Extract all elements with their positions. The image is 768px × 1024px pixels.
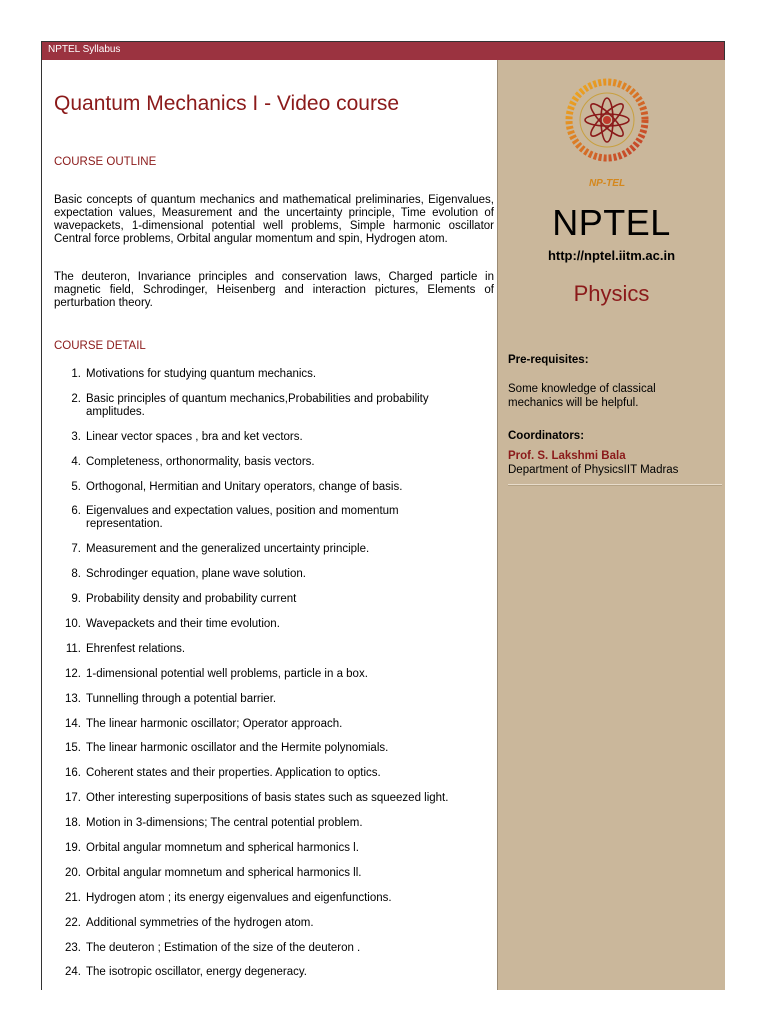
list-item-text: Tunnelling through a potential barrier. — [86, 692, 277, 705]
list-item-text: Orthogonal, Hermitian and Unitary operators, change of basis. — [86, 480, 403, 493]
list-item — [54, 792, 494, 805]
brand-name: NPTEL — [552, 202, 671, 243]
outline-paragraph-1: Basic concepts of quantum mechanics and mathematical preliminaries, Eigenvalues, expectation values, Measurement and the uncertainty principle, Time evolution of wavepackets, 1-dimensional potential well problems, Simple harmonic oscillator Central force problems, Orbital angular momentum and spin, Hydrogen atom. — [54, 194, 494, 245]
outline-heading: COURSE OUTLINE — [54, 156, 157, 168]
subject-name: Physics — [573, 281, 650, 306]
list-item — [54, 668, 494, 681]
list-item-text: Schrodinger equation, plane wave solution. — [86, 568, 306, 581]
list-item-text: Motivations for studying quantum mechanics. — [86, 368, 317, 380]
sidebar — [497, 60, 725, 990]
list-item-number: 23. — [65, 941, 81, 954]
list-item — [54, 431, 494, 444]
list-item-number: 4. — [71, 455, 81, 468]
list-item — [54, 393, 494, 419]
divider — [508, 484, 722, 486]
detail-heading: COURSE DETAIL — [54, 340, 146, 352]
list-item-number: 1. — [71, 368, 81, 380]
list-item-number: 6. — [71, 505, 81, 518]
list-item-number: 15. — [65, 742, 81, 755]
list-item-number: 17. — [65, 792, 81, 805]
list-item — [54, 643, 494, 656]
list-item — [54, 368, 494, 381]
list-item-text: Orbital angular momnetum and spherical harmonics ll. — [86, 866, 362, 879]
list-item-text: Orbital angular momnetum and spherical harmonics l. — [86, 842, 359, 855]
list-item-text: Basic principles of quantum mechanics,Probabilities and probability amplitudes. — [86, 392, 429, 418]
outline-paragraph-2: The deuteron, Invariance principles and conservation laws, Charged particle in magnetic field, Schrodinger, Heisenberg and interaction pictures, Elements of perturbation theory. — [54, 271, 494, 309]
list-item-number: 24. — [65, 966, 81, 979]
list-item — [54, 481, 494, 494]
list-item-text: Eigenvalues and expectation values, position and momentum representation. — [86, 505, 399, 531]
list-item-text: Coherent states and their properties. Application to optics. — [86, 767, 381, 780]
list-item — [54, 593, 494, 606]
list-item-number: 10. — [65, 618, 81, 631]
list-item — [54, 718, 494, 731]
page-frame — [41, 41, 725, 990]
list-item-text: Additional symmetries of the hydrogen atom. — [86, 916, 314, 929]
list-item-number: 13. — [65, 692, 81, 705]
coordinator-name: Prof. S. Lakshmi Bala — [508, 450, 626, 462]
logo-caption: NP-TEL — [588, 178, 626, 189]
coord-heading: Coordinators: — [508, 430, 585, 442]
course-detail-list — [54, 368, 494, 991]
list-item — [54, 505, 494, 531]
list-item-text: Other interesting superpositions of basis states such as squeezed light. — [86, 792, 449, 805]
list-item-number: 14. — [65, 717, 81, 730]
prereq-text: Some knowledge of classical mechanics will be helpful. — [508, 383, 656, 409]
list-item-text: Hydrogen atom ; its energy eigenvalues and eigenfunctions. — [86, 891, 392, 904]
list-item — [54, 767, 494, 780]
list-item-text: Measurement and the generalized uncertainty principle. — [86, 543, 370, 556]
list-item-number: 11. — [65, 642, 81, 655]
header-label: NPTEL Syllabus — [48, 44, 121, 55]
site-url-link[interactable]: http://nptel.iitm.ac.in — [547, 248, 676, 263]
list-item — [54, 917, 494, 930]
nptel-logo-icon — [565, 78, 649, 162]
list-item-text: Ehrenfest relations. — [86, 642, 186, 655]
prereq-heading: Pre-requisites: — [508, 354, 589, 366]
list-item-number: 20. — [65, 866, 81, 879]
list-item-text: The linear harmonic oscillator; Operator approach. — [86, 717, 343, 730]
list-item — [54, 456, 494, 469]
list-item-text: 1-dimensional potential well problems, particle in a box. — [86, 667, 368, 680]
list-item-number: 7. — [71, 543, 81, 556]
list-item-text: Probability density and probability current — [86, 593, 297, 606]
list-item-text: Wavepackets and their time evolution. — [86, 618, 280, 631]
list-item-number: 8. — [71, 568, 81, 581]
list-item — [54, 568, 494, 581]
list-item — [54, 742, 494, 755]
list-item-text: Linear vector spaces , bra and ket vectors. — [86, 430, 303, 443]
list-item-text: The deuteron ; Estimation of the size of the deuteron . — [86, 941, 361, 954]
header-bar — [42, 42, 724, 60]
list-item-number: 21. — [65, 891, 81, 904]
list-item — [54, 618, 494, 631]
list-item — [54, 543, 494, 556]
course-title: Quantum Mechanics I - Video course — [54, 92, 400, 115]
list-item-number: 5. — [71, 480, 81, 493]
list-item — [54, 892, 494, 905]
list-item — [54, 942, 494, 955]
list-item — [54, 817, 494, 830]
list-item-number: 2. — [71, 392, 81, 405]
list-item-number: 16. — [65, 767, 81, 780]
list-item-text: Motion in 3-dimensions; The central potential problem. — [86, 817, 363, 830]
list-item-number: 9. — [71, 593, 81, 606]
list-item — [54, 867, 494, 880]
list-item-number: 19. — [65, 842, 81, 855]
list-item-text: Completeness, orthonormality, basis vectors. — [86, 455, 315, 468]
list-item-number: 3. — [71, 430, 81, 443]
list-item — [54, 842, 494, 855]
list-item — [54, 966, 494, 979]
list-item — [54, 693, 494, 706]
list-item-text: The isotropic oscillator, energy degeneracy. — [86, 966, 307, 979]
list-item-text: The linear harmonic oscillator and the Hermite polynomials. — [86, 742, 389, 755]
coordinator-department: Department of PhysicsIIT Madras — [508, 464, 679, 476]
list-item-number: 22. — [65, 916, 81, 929]
list-item-number: 12. — [65, 667, 81, 680]
list-item-number: 18. — [65, 817, 81, 830]
